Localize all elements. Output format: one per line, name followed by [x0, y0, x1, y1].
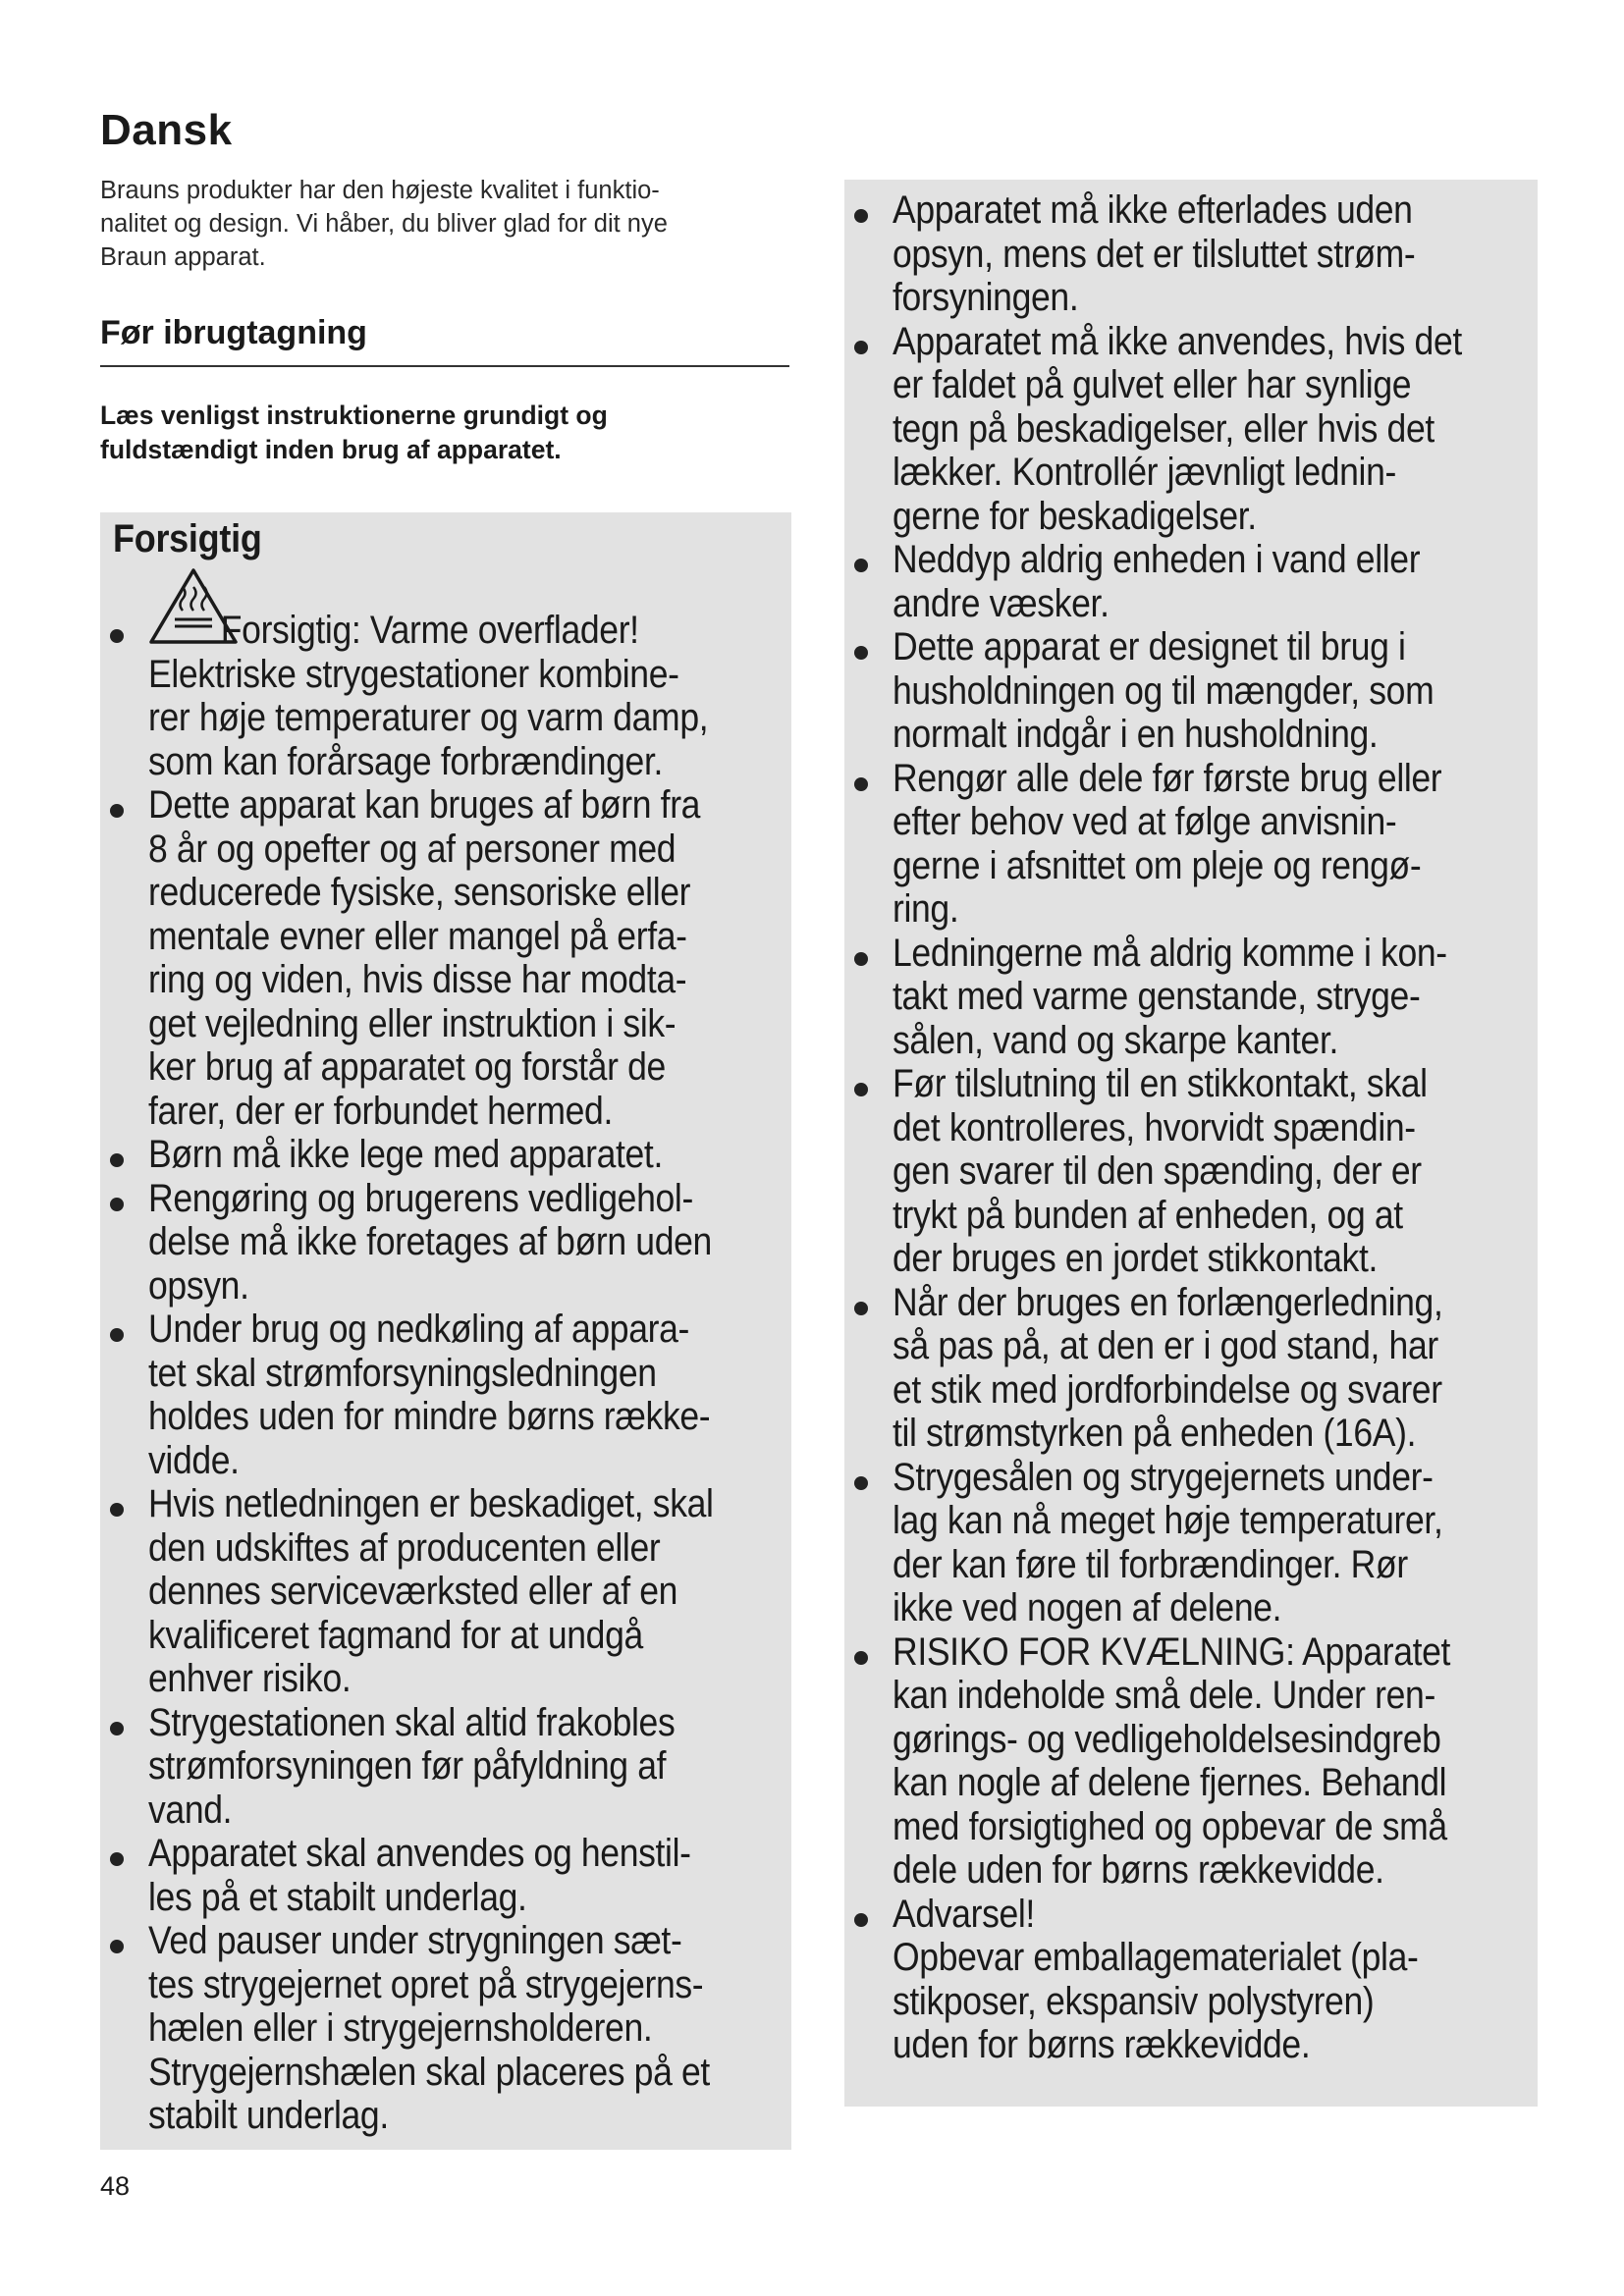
- note-line: Læs venligst instruktionerne grundigt og: [100, 400, 608, 430]
- caution-item-line: gørings- og vedligeholdelsesindgreb: [893, 1717, 1441, 1761]
- caution-item-line: der kan føre til forbrændinger. Rør: [893, 1542, 1408, 1586]
- caution-item-line: vidde.: [148, 1438, 240, 1482]
- caution-list-item: [100, 1919, 791, 2138]
- caution-item-line: andre væsker.: [893, 581, 1110, 625]
- caution-list-item: [100, 1133, 791, 1177]
- caution-item-line: RISIKO FOR KVÆLNING: Apparatet: [893, 1629, 1451, 1674]
- caution-item-line: forsyningen.: [893, 276, 1079, 319]
- caution-item-line: Apparatet må ikke efterlades uden: [893, 188, 1413, 232]
- caution-list-item: [844, 1281, 1538, 1456]
- caution-item-line: Apparatet må ikke anvendes, hvis det: [893, 319, 1462, 363]
- caution-item-line: uden for børns rækkevidde.: [893, 2023, 1311, 2066]
- caution-item-line: lag kan nå meget høje temperaturer,: [893, 1499, 1443, 1542]
- caution-item-line: er faldet på gulvet eller har synlige: [893, 363, 1412, 406]
- caution-item-line: Ledningerne må aldrig komme i kon-: [893, 931, 1447, 975]
- page-number: 48: [100, 2171, 131, 2201]
- caution-list-item: [844, 1893, 1538, 2067]
- caution-item-line: så pas på, at den er i god stand, har: [893, 1324, 1438, 1367]
- caution-list-item: [100, 1832, 791, 1919]
- caution-item-line: Når der bruges en forlængerledning,: [893, 1280, 1443, 1324]
- caution-item-line: kvalificeret fagmand for at undgå: [148, 1613, 643, 1657]
- caution-list-item: [844, 932, 1538, 1063]
- intro-paragraph: [100, 174, 807, 274]
- caution-item-line: enhver risiko.: [148, 1657, 352, 1700]
- caution-item-line: rer høje temperaturer og varm damp,: [148, 696, 709, 739]
- caution-list-item: [844, 1456, 1538, 1630]
- caution-list-item: [100, 609, 791, 783]
- caution-item-line: Børn må ikke lege med apparatet.: [148, 1133, 663, 1176]
- caution-item-line: delse må ikke foretages af børn uden: [148, 1220, 712, 1263]
- caution-item-line: hælen eller i strygejernsholderen.: [148, 2006, 653, 2050]
- caution-item-line: efter behov ved at følge anvisnin-: [893, 800, 1397, 843]
- caution-list-item: [100, 1177, 791, 1308]
- caution-item-line: kan indeholde små dele. Under ren-: [893, 1674, 1435, 1717]
- caution-list-item: [844, 1630, 1538, 1893]
- caution-list-item: [844, 188, 1538, 320]
- caution-item-line: gerne for beskadigelser.: [893, 494, 1257, 538]
- caution-item-line: den udskiftes af producenten eller: [148, 1525, 661, 1570]
- caution-item-line: sålen, vand og skarpe kanter.: [893, 1018, 1338, 1062]
- caution-list-item: [844, 757, 1538, 932]
- caution-item-line: Elektriske strygestationer kombine-: [148, 652, 679, 696]
- caution-item-line: Neddyp aldrig enheden i vand eller: [893, 538, 1421, 581]
- caution-item-line: Strygejernshælen skal placeres på et: [148, 2050, 710, 2094]
- caution-item-line: Opbevar emballagematerialet (pla-: [893, 1936, 1419, 1979]
- caution-list-item: [844, 538, 1538, 625]
- caution-item-line: holdes uden for mindre børns række-: [148, 1395, 711, 1438]
- caution-item-line: dele uden for børns rækkevidde.: [893, 1848, 1384, 1892]
- caution-item-line: get vejledning eller instruktion i sik-: [148, 1001, 677, 1045]
- caution-item-line: reducerede fysiske, sensoriske eller: [148, 871, 691, 914]
- caution-item-line: trykt på bunden af enheden, og at: [893, 1193, 1403, 1237]
- caution-item-line: ker brug af apparatet og forstår de: [148, 1045, 666, 1089]
- section-heading: Før ibrugtagning: [100, 314, 367, 351]
- caution-list-item: [844, 320, 1538, 539]
- caution-item-line: Ved pauser under strygningen sæt-: [148, 1919, 682, 1962]
- caution-item-line: mentale evner eller mangel på erfa-: [148, 914, 687, 958]
- caution-list-item: [100, 1701, 791, 1833]
- caution-item-line: lækker. Kontrollér jævnligt lednin-: [893, 451, 1396, 494]
- caution-item-line: Strygestationen skal altid frakobles: [148, 1700, 676, 1744]
- caution-item-line: Advarsel!: [893, 1892, 1035, 1936]
- caution-item-line: Dette apparat er designet til brug i: [893, 625, 1406, 668]
- intro-line: nalitet og design. Vi håber, du bliver glad for dit nye: [100, 210, 668, 238]
- caution-heading: Forsigtig: [113, 517, 262, 561]
- caution-item-line: som kan forårsage forbrændinger.: [148, 739, 663, 783]
- caution-item-line: takt med varme genstande, stryge-: [893, 975, 1421, 1018]
- caution-item-line: Under brug og nedkøling af appara-: [148, 1308, 689, 1351]
- caution-item-line: vand.: [148, 1788, 233, 1832]
- caution-item-line: les på et stabilt underlag.: [148, 1875, 527, 1919]
- caution-item-line: tes strygejernet opret på strygejerns-: [148, 1962, 704, 2006]
- caution-item-line: kan nogle af delene fjernes. Behandl: [893, 1761, 1447, 1804]
- caution-item-line: ikke ved nogen af delene.: [893, 1586, 1282, 1629]
- caution-item-line: dennes serviceværksted eller af en: [148, 1570, 678, 1613]
- caution-item-line: Dette apparat kan bruges af børn fra: [148, 783, 701, 827]
- caution-item-line: Hvis netledningen er beskadiget, skal: [148, 1482, 714, 1525]
- caution-item-line: normalt indgår i en husholdning.: [893, 713, 1379, 756]
- caution-item-line: Rengøring og brugerens vedligehol-: [148, 1176, 693, 1220]
- caution-item-line: ring.: [893, 887, 959, 931]
- caution-list-left: [100, 609, 791, 2138]
- caution-item-line: et stik med jordforbindelse og svarer: [893, 1367, 1442, 1412]
- caution-item-line: opsyn.: [148, 1263, 249, 1308]
- caution-item-line: opsyn, mens det er tilsluttet strøm-: [893, 232, 1416, 276]
- caution-list-item: [844, 1062, 1538, 1281]
- caution-item-line: husholdningen og til mængder, som: [893, 668, 1435, 713]
- caution-list-right: [844, 188, 1538, 2067]
- caution-item-line: det kontrolleres, hvorvidt spændin-: [893, 1105, 1416, 1149]
- page-title: Dansk: [100, 106, 233, 154]
- caution-item-line: der bruges en jordet stikkontakt.: [893, 1237, 1379, 1280]
- caution-item-line: stikposer, ekspansiv polystyren): [893, 1979, 1375, 2023]
- caution-list-item: [100, 783, 791, 1133]
- caution-item-line: gen svarer til den spænding, der er: [893, 1149, 1422, 1193]
- caution-item-line: Forsigtig: Varme overflader!: [220, 609, 639, 652]
- caution-list-item: [100, 1482, 791, 1701]
- caution-item-line: med forsigtighed og opbevar de små: [893, 1804, 1447, 1848]
- caution-item-line: til strømstyrken på enheden (16A).: [893, 1412, 1417, 1455]
- section-divider: [100, 365, 789, 367]
- caution-item-line: strømforsyningen før påfyldning af: [148, 1744, 667, 1788]
- read-instructions-note: [100, 399, 807, 467]
- caution-item-line: Rengør alle dele før første brug eller: [893, 756, 1442, 800]
- caution-item-line: Strygesålen og strygejernets under-: [893, 1455, 1434, 1499]
- intro-line: Braun apparat.: [100, 243, 266, 271]
- caution-item-line: tet skal strømforsyningsledningen: [148, 1351, 657, 1395]
- intro-line: Brauns produkter har den højeste kvalitet i funktio-: [100, 177, 660, 204]
- caution-item-line: gerne i afsnittet om pleje og rengø-: [893, 843, 1422, 887]
- caution-item-line: ring og viden, hvis disse har modta-: [148, 958, 687, 1001]
- note-line: fuldstændigt inden brug af apparatet.: [100, 435, 562, 464]
- caution-item-line: Før tilslutning til en stikkontakt, skal: [893, 1062, 1428, 1105]
- caution-item-line: tegn på beskadigelser, eller hvis det: [893, 406, 1435, 451]
- caution-item-line: Apparatet skal anvendes og henstil-: [148, 1832, 691, 1875]
- caution-item-line: stabilt underlag.: [148, 2094, 389, 2137]
- caution-list-item: [100, 1308, 791, 1482]
- caution-item-line: farer, der er forbundet hermed.: [148, 1089, 613, 1133]
- caution-item-line: 8 år og opefter og af personer med: [148, 827, 677, 871]
- caution-list-item: [844, 625, 1538, 757]
